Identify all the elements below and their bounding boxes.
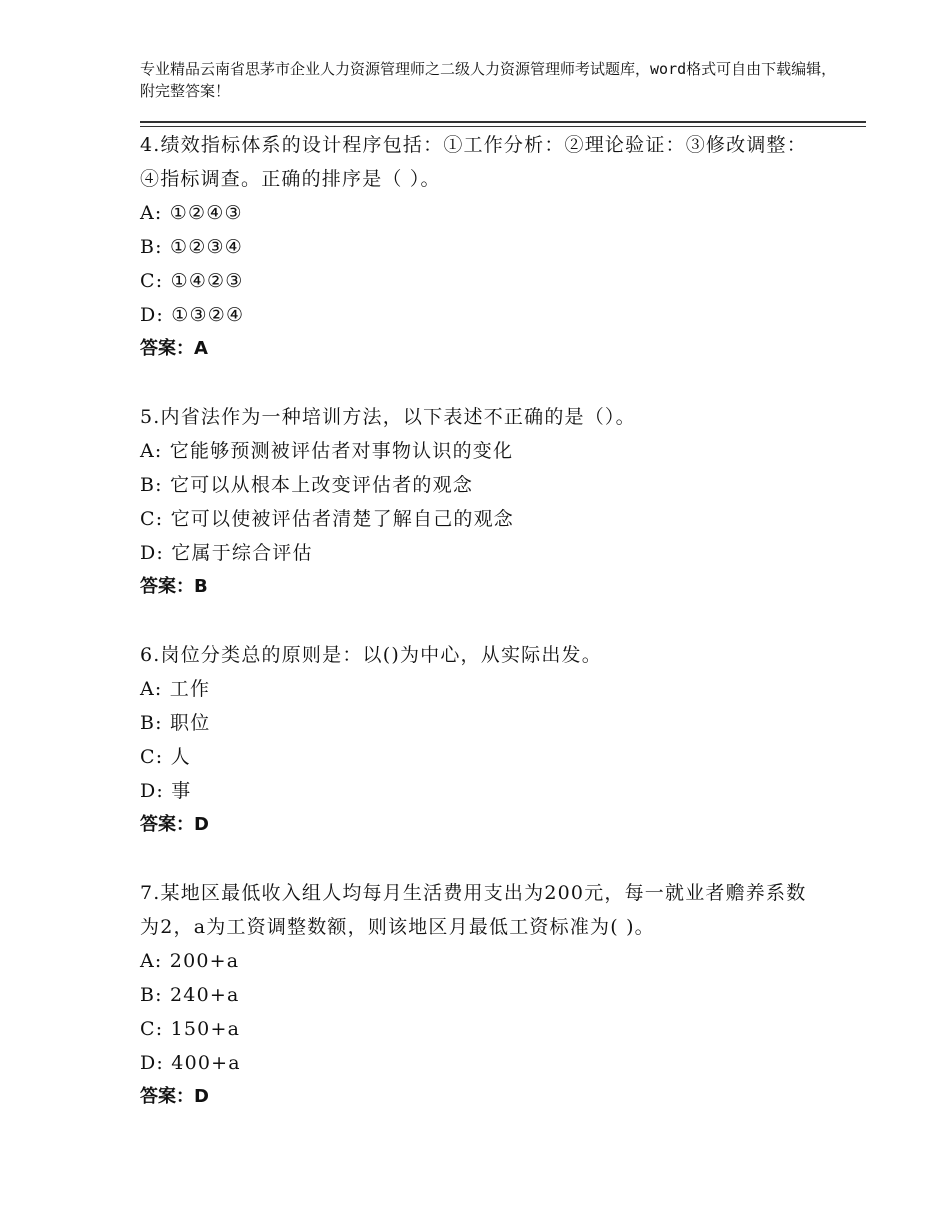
question-stem: 6.岗位分类总的原则是：以()为中心，从实际出发。 bbox=[140, 644, 602, 666]
option-c bbox=[140, 502, 820, 536]
option-label: A: bbox=[140, 202, 163, 224]
header-divider-thick bbox=[140, 121, 866, 123]
option-label: B: bbox=[140, 984, 163, 1006]
question-stem: 7.某地区最低收入组人均每月生活费用支出为200元，每一就业者赡养系数为2，a为工资调整数额，则该地区月最低工资标准为( )。 bbox=[140, 882, 807, 938]
option-label: D: bbox=[140, 542, 165, 564]
option-text: 240+a bbox=[170, 984, 240, 1006]
answer-line: 答案：D bbox=[140, 814, 209, 835]
option-label: A: bbox=[140, 678, 163, 700]
option-a bbox=[140, 196, 820, 230]
option-text: 它可以从根本上改变评估者的观念 bbox=[170, 474, 474, 496]
option-a bbox=[140, 672, 820, 706]
option-d bbox=[140, 774, 820, 808]
option-text: 400+a bbox=[171, 1052, 241, 1074]
option-label: B: bbox=[140, 474, 163, 496]
option-text: 它属于综合评估 bbox=[171, 542, 313, 564]
option-text: 工作 bbox=[169, 678, 211, 700]
option-label: D: bbox=[140, 780, 165, 802]
option-b bbox=[140, 706, 820, 740]
question-item bbox=[140, 638, 820, 842]
question-list bbox=[140, 126, 820, 1114]
option-b bbox=[140, 468, 820, 502]
option-text: 200+a bbox=[169, 950, 240, 972]
question-item bbox=[140, 400, 820, 604]
option-text: 它能够预测被评估者对事物认识的变化 bbox=[169, 440, 514, 462]
option-text: ①②③④ bbox=[170, 236, 243, 258]
option-c bbox=[140, 740, 820, 774]
option-text: 人 bbox=[170, 746, 191, 768]
option-c bbox=[140, 1012, 820, 1046]
option-text: 职位 bbox=[170, 712, 211, 734]
question-stem: 5.内省法作为一种培训方法，以下表述不正确的是（）。 bbox=[140, 406, 636, 428]
option-label: B: bbox=[140, 236, 163, 258]
option-c bbox=[140, 264, 820, 298]
option-text: 150+a bbox=[170, 1018, 241, 1040]
option-a bbox=[140, 434, 820, 468]
answer-line: 答案：D bbox=[140, 1086, 209, 1107]
option-label: C: bbox=[140, 746, 164, 768]
question-item bbox=[140, 876, 820, 1114]
option-label: D: bbox=[140, 1052, 165, 1074]
document-header bbox=[140, 58, 840, 102]
option-label: C: bbox=[140, 1018, 164, 1040]
option-label: C: bbox=[140, 270, 164, 292]
option-text: 事 bbox=[171, 780, 192, 802]
option-d bbox=[140, 536, 820, 570]
question-item bbox=[140, 128, 820, 366]
answer-line: 答案：B bbox=[140, 576, 208, 597]
option-label: A: bbox=[140, 950, 163, 972]
answer-line: 答案：A bbox=[140, 338, 208, 359]
option-label: B: bbox=[140, 712, 163, 734]
option-b bbox=[140, 230, 820, 264]
question-stem: 4.绩效指标体系的设计程序包括：①工作分析：②理论验证：③修改调整：④指标调查。正确的排序是（ ）。 bbox=[140, 134, 807, 190]
option-label: A: bbox=[140, 440, 163, 462]
option-label: D: bbox=[140, 304, 165, 326]
header-title: 专业精品云南省思茅市企业人力资源管理师之二级人力资源管理师考试题库，word格式可自由下载编辑，附完整答案！ bbox=[140, 60, 837, 100]
option-text: 它可以使被评估者清楚了解自己的观念 bbox=[170, 508, 514, 530]
option-label: C: bbox=[140, 508, 164, 530]
option-text: ①②④③ bbox=[169, 202, 243, 224]
option-b bbox=[140, 978, 820, 1012]
option-a bbox=[140, 944, 820, 978]
option-d bbox=[140, 1046, 820, 1080]
option-text: ①④②③ bbox=[170, 270, 244, 292]
option-d bbox=[140, 298, 820, 332]
option-text: ①③②④ bbox=[171, 304, 245, 326]
